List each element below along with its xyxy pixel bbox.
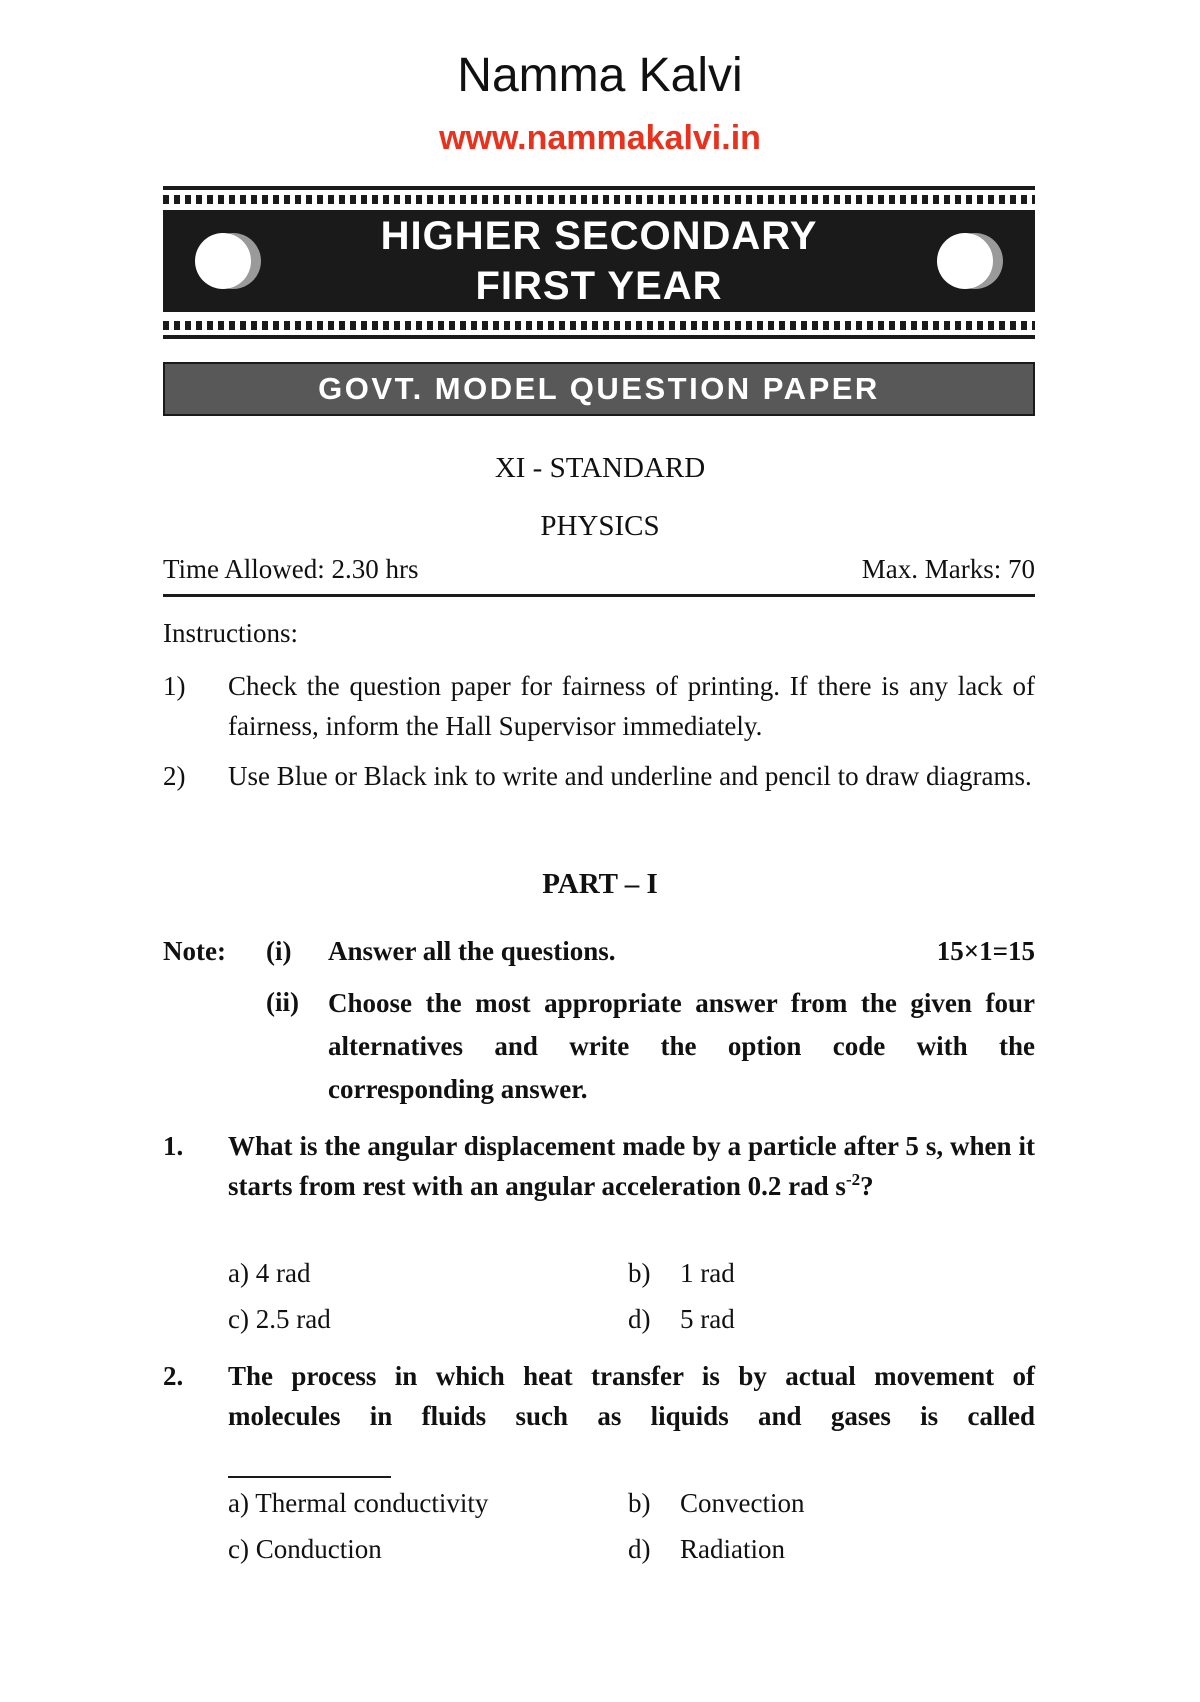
- banner-line-1: HIGHER SECONDARY: [380, 214, 818, 258]
- time-allowed: Time Allowed: 2.30 hrs: [163, 554, 419, 584]
- divider: [163, 594, 1035, 597]
- option-d-label: d): [628, 1534, 651, 1564]
- banner-band: [163, 210, 1035, 312]
- exam-meta: [163, 552, 1035, 586]
- part-title: PART – I: [542, 868, 658, 900]
- max-marks: Max. Marks: 70: [861, 554, 1035, 584]
- option-a: a) Thermal conductivity: [228, 1488, 489, 1518]
- question-text: The process in which heat transfer is by actual movement of molecules in fluids such as liquids and gases is called: [228, 1361, 1035, 1431]
- paper-type-banner: [163, 362, 1035, 416]
- film-reel-icon: [937, 233, 1003, 289]
- banner-title: [381, 211, 818, 311]
- note-num: (ii): [266, 987, 299, 1017]
- instruction-item: Use Blue or Black ink to write and underline and pencil to draw diagrams.: [228, 761, 1032, 791]
- option-b-label: b): [628, 1258, 651, 1288]
- question-tail: ?: [860, 1171, 874, 1201]
- instructions-heading: Instructions:: [163, 618, 298, 648]
- banner-bottom-perforation: [163, 321, 1035, 330]
- film-reel-icon: [195, 233, 261, 289]
- subject: PHYSICS: [540, 510, 660, 542]
- banner-line-2: FIRST YEAR: [475, 264, 723, 308]
- note-text: Answer all the questions.: [328, 936, 616, 966]
- option-b: Convection: [680, 1488, 805, 1518]
- standard: XI - STANDARD: [494, 452, 706, 484]
- question-text: [228, 1126, 1035, 1206]
- option-d: 5 rad: [680, 1304, 735, 1334]
- note-marks: 15×1=15: [936, 936, 1035, 966]
- option-c: c) 2.5 rad: [228, 1304, 331, 1334]
- note-num: (i): [266, 936, 292, 966]
- answer-blank: [228, 1476, 391, 1478]
- banner-bottom-rule: [163, 335, 1035, 339]
- option-b: 1 rad: [680, 1258, 735, 1288]
- banner-top-perforation: [163, 195, 1035, 204]
- instruction-num: 1): [163, 671, 186, 701]
- note-label: Note:: [163, 936, 226, 966]
- option-b-label: b): [628, 1488, 651, 1518]
- site-name: Namma Kalvi: [457, 49, 743, 102]
- option-c: c) Conduction: [228, 1534, 382, 1564]
- instruction-num: 2): [163, 761, 186, 791]
- note-text: Choose the most appropriate answer from the given four alternatives and write the option code with the corresponding answer.: [328, 988, 1035, 1104]
- question-exponent: -2: [845, 1170, 861, 1189]
- option-d-label: d): [628, 1304, 651, 1334]
- instruction-item: Check the question paper for fairness of printing. If there is any lack of fairness, inform the Hall Supervisor immediately.: [228, 671, 1035, 741]
- title-banner: [163, 186, 1035, 339]
- banner-top-rule: [163, 186, 1035, 190]
- site-url[interactable]: www.nammakalvi.in: [439, 119, 761, 157]
- question-number: 2.: [163, 1361, 184, 1391]
- option-d: Radiation: [680, 1534, 785, 1564]
- option-a: a) 4 rad: [228, 1258, 311, 1288]
- question-number: 1.: [163, 1131, 184, 1161]
- question-body: What is the angular displacement made by a particle after 5 s, when it starts from rest with an angular acceleration 0.2 rad s: [228, 1131, 1035, 1201]
- paper-type: GOVT. MODEL QUESTION PAPER: [318, 371, 880, 406]
